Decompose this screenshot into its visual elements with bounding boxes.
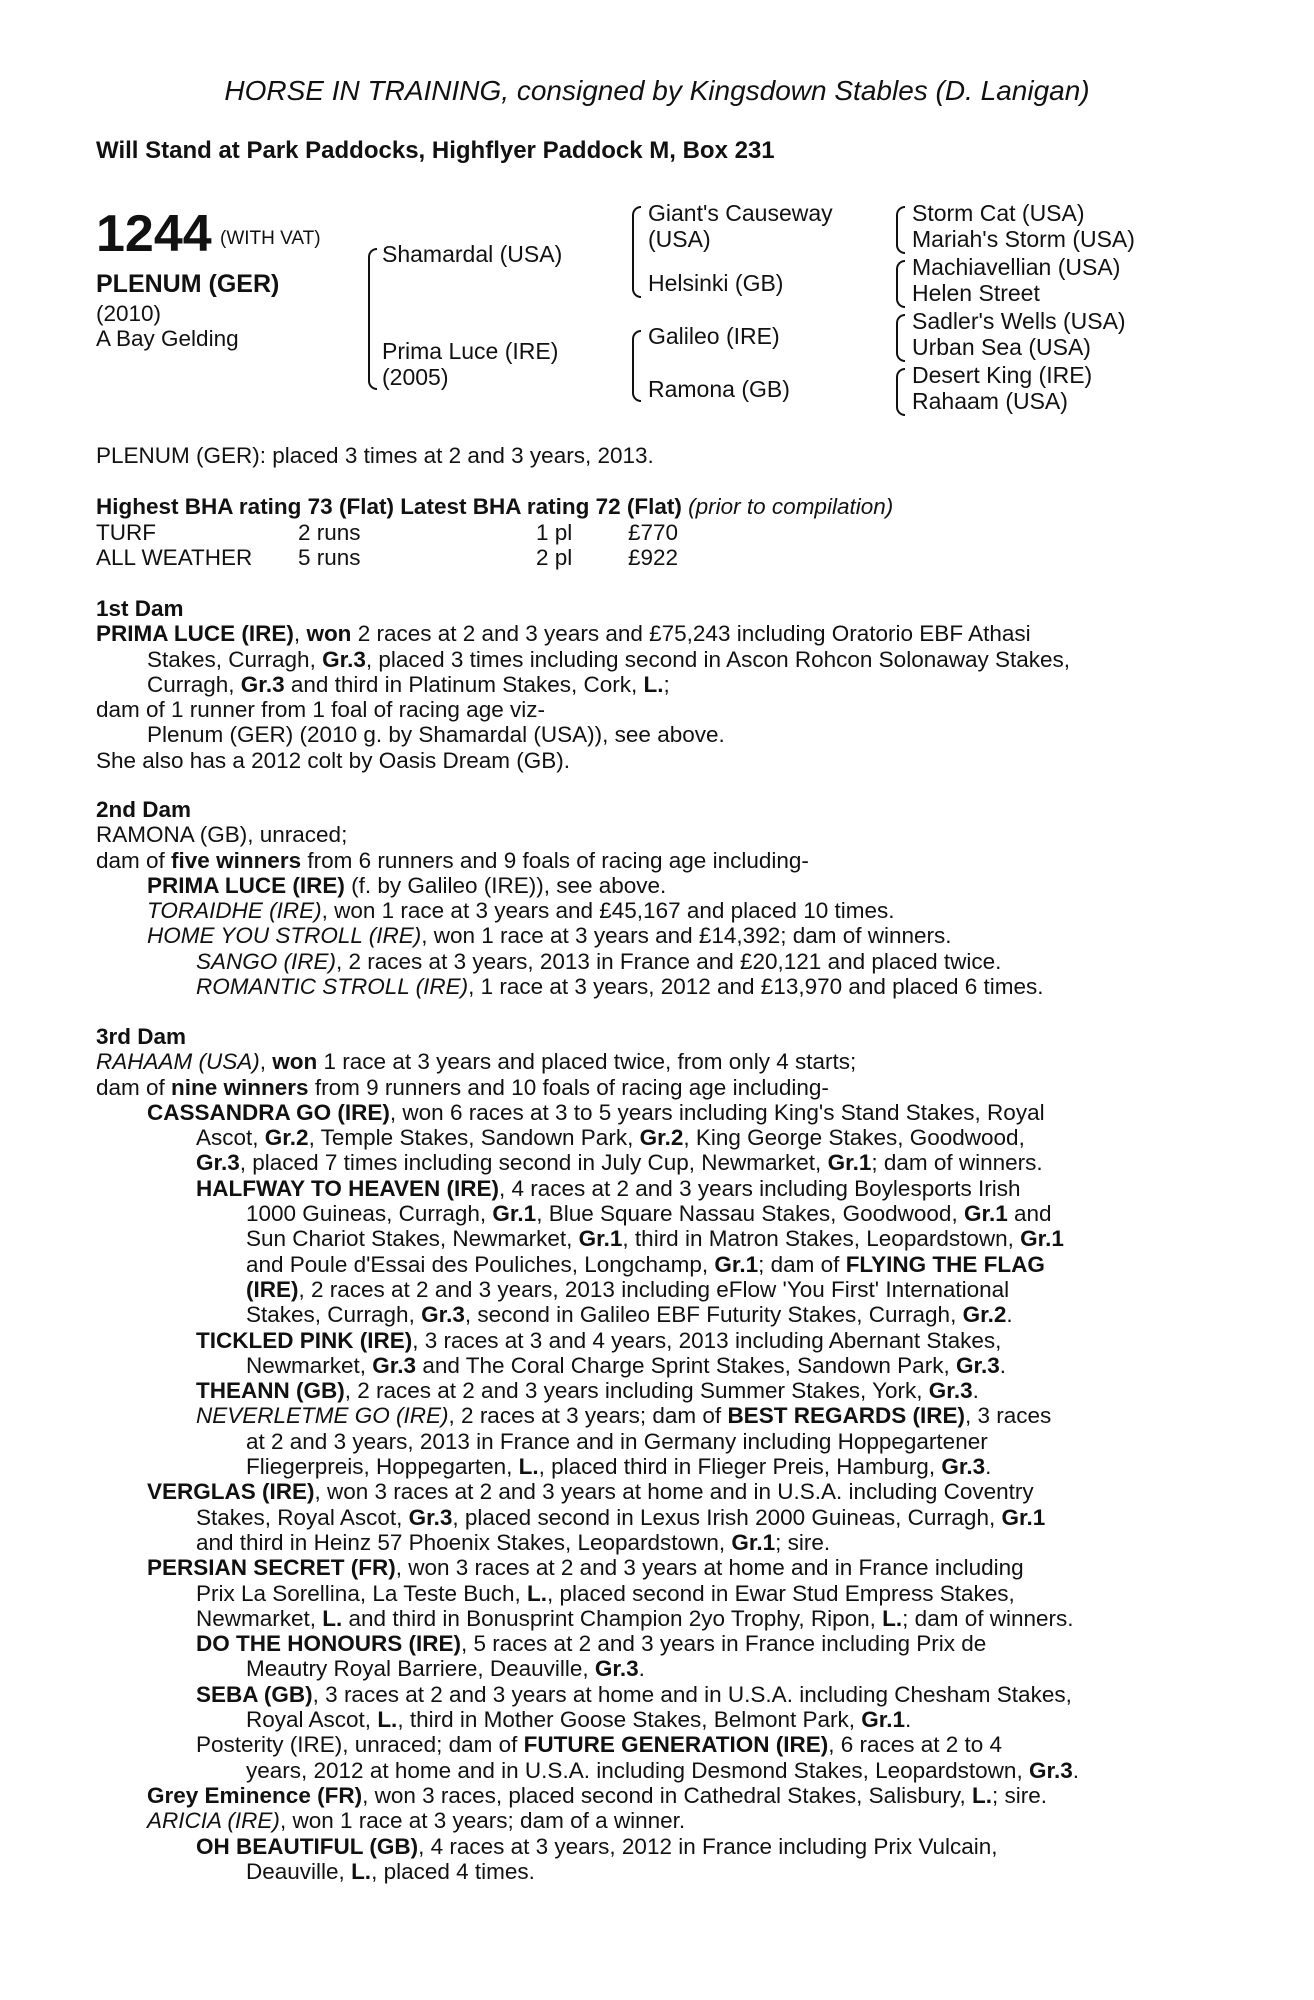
- section-title: 2nd Dam: [96, 797, 192, 822]
- pedigree-sd-sire: Machiavellian (USA): [912, 254, 1121, 280]
- pedigree-sire-sire: Giant's Causeway: [648, 200, 833, 226]
- text: Prix La Sorellina, La Teste Buch,: [196, 1580, 528, 1606]
- bold-text: Gr.3: [372, 1352, 417, 1378]
- text: ; sire.: [775, 1529, 831, 1555]
- text-line: [96, 672, 1206, 697]
- text: years, 2012 at home and in U.S.A. including Desmond Stakes, Leopardstown,: [246, 1757, 1029, 1783]
- text-line: [96, 1682, 1206, 1707]
- text: Posterity (IRE), unraced; dam of: [196, 1732, 524, 1758]
- italic-text: ARICIA (IRE): [147, 1808, 280, 1834]
- text: 1 race at 3 years and placed twice, from only 4 starts;: [317, 1049, 857, 1075]
- text: , 6 races at 2 to 4: [828, 1732, 1003, 1758]
- bold-text: Gr.3: [955, 1352, 1000, 1378]
- text: Plenum (GER) (2010 g. by Shamardal (USA)), see above.: [147, 722, 725, 748]
- pedigree-dam-dam: Ramona (GB): [648, 376, 790, 402]
- record-prize: £922: [628, 545, 679, 570]
- text-line: [96, 1226, 1206, 1251]
- bold-text: Gr.3: [408, 1504, 453, 1530]
- text-line: [96, 1429, 1206, 1454]
- italic-text: HOME YOU STROLL (IRE): [147, 923, 422, 949]
- bold-text: FUTURE GENERATION (IRE): [523, 1732, 829, 1758]
- third-dam-body: [96, 1049, 1206, 1884]
- bold-text: L.: [351, 1858, 372, 1884]
- bold-text: five winners: [171, 847, 302, 873]
- text: , placed 3 times including second in Ascon Rohcon Solonaway Stakes,: [365, 646, 1071, 672]
- pedigree-ds-sire: Sadler's Wells (USA): [912, 308, 1126, 334]
- text: , placed second in Ewar Stud Empress Stakes,: [547, 1580, 1015, 1606]
- text-line: [96, 1277, 1206, 1302]
- text: dam of 1 runner from 1 foal of racing age viz-: [96, 697, 545, 723]
- pedigree-bracket: [896, 368, 905, 416]
- text-line: [96, 1631, 1206, 1656]
- bold-text: TICKLED PINK (IRE): [196, 1327, 413, 1353]
- text: She also has a 2012 colt by Oasis Dream (GB).: [96, 747, 570, 773]
- stand-location: Will Stand at Park Paddocks, Highflyer Paddock M, Box 231: [96, 137, 775, 164]
- text: , won 1 race at 3 years; dam of a winner.: [279, 1808, 686, 1834]
- bold-text: Gr.3: [941, 1454, 986, 1480]
- text-line: [96, 1252, 1206, 1277]
- bold-text: Gr.3: [322, 646, 366, 672]
- text: Newmarket,: [246, 1352, 373, 1378]
- bold-text: won: [306, 621, 352, 647]
- text: Deauville,: [246, 1858, 352, 1884]
- bold-text: Gr.1: [578, 1226, 623, 1252]
- bold-text: HALFWAY TO HEAVEN (IRE): [196, 1175, 499, 1201]
- text: .: [1006, 1302, 1013, 1328]
- text-line: [96, 1581, 1206, 1606]
- bold-text: L.: [377, 1707, 398, 1733]
- record-prize: £770: [628, 520, 679, 545]
- text: , King George Stakes, Goodwood,: [683, 1125, 1025, 1151]
- text-line: [96, 1454, 1206, 1479]
- text: .: [638, 1656, 645, 1682]
- text-line: [96, 1530, 1206, 1555]
- first-dam-section: [96, 596, 1206, 773]
- text: , Temple Stakes, Sandown Park,: [308, 1125, 640, 1151]
- text: , 3 races: [964, 1403, 1052, 1429]
- text: ; dam of: [758, 1251, 846, 1277]
- lot-number: 1244: [96, 205, 212, 263]
- catalogue-header: HORSE IN TRAINING, consigned by Kingsdown Stables (D. Lanigan): [224, 75, 1090, 106]
- bold-text: L.: [643, 671, 664, 697]
- bold-text: PERSIAN SECRET (FR): [147, 1555, 396, 1581]
- vat-note: (WITH VAT): [220, 228, 321, 249]
- text: Meautry Royal Barriere, Deauville,: [246, 1656, 595, 1682]
- bold-text: Gr.1: [861, 1707, 906, 1733]
- text: dam of: [96, 1074, 172, 1100]
- italic-text: TORAIDHE (IRE): [147, 898, 322, 924]
- italic-text: ROMANTIC STROLL (IRE): [196, 974, 469, 1000]
- pedigree-bracket: [896, 314, 905, 362]
- text: and third in Bonusprint Champion 2yo Trophy, Ripon,: [342, 1605, 883, 1631]
- text: , placed 7 times including second in July Cup, Newmarket,: [239, 1150, 828, 1176]
- bold-text: Gr.3: [594, 1656, 639, 1682]
- text: and The Coral Charge Sprint Stakes, Sandown Park,: [416, 1352, 956, 1378]
- bha-rating-text: Highest BHA rating 73 (Flat) Latest BHA rating 72 (Flat): [96, 494, 682, 519]
- text-line: [96, 1125, 1206, 1150]
- text-line: [96, 848, 1206, 873]
- second-dam-section: [96, 797, 1206, 999]
- pedigree-ss-dam: Mariah's Storm (USA): [912, 226, 1135, 252]
- bold-text: THEANN (GB): [196, 1378, 345, 1404]
- text: ;: [663, 671, 670, 697]
- italic-text: RAHAAM (USA): [96, 1049, 260, 1075]
- bold-text: L.: [322, 1605, 343, 1631]
- text-line: [96, 974, 1206, 999]
- bold-text: VERGLAS (IRE): [147, 1479, 315, 1505]
- text-line: [96, 1859, 1206, 1884]
- text: , third in Matron Stakes, Leopardstown,: [622, 1226, 1021, 1252]
- text-line: [96, 1049, 1206, 1074]
- text: RAMONA (GB), unraced;: [96, 822, 348, 848]
- text: Newmarket,: [196, 1605, 323, 1631]
- section-title: 1st Dam: [96, 596, 184, 621]
- text: Sun Chariot Stakes, Newmarket,: [246, 1226, 579, 1252]
- bold-text: L.: [518, 1454, 539, 1480]
- text-line: [96, 949, 1206, 974]
- text: 2 races at 2 and 3 years and £75,243 including Oratorio EBF Athasi: [351, 621, 1031, 647]
- text: , 2 races at 2 and 3 years including Summer Stakes, York,: [344, 1378, 929, 1404]
- italic-text: SANGO (IRE): [196, 948, 337, 974]
- bold-text: Gr.2: [962, 1302, 1007, 1328]
- text: Ascot,: [196, 1125, 265, 1151]
- pedigree-bracket: [632, 206, 641, 298]
- pedigree-bracket: [896, 206, 905, 254]
- record-surface: TURF: [96, 520, 156, 545]
- text: , 4 races at 2 and 3 years including Boylesports Irish: [498, 1175, 1021, 1201]
- pedigree-bracket: [368, 248, 377, 390]
- pedigree-dam-sire: Galileo (IRE): [648, 323, 780, 349]
- pedigree-dam-year: (2005): [382, 364, 449, 390]
- text-line: [96, 697, 1206, 722]
- bold-text: Gr.2: [264, 1125, 309, 1151]
- bold-text: DO THE HONOURS (IRE): [196, 1631, 462, 1657]
- text: , won 3 races, placed second in Cathedral Stakes, Salisbury,: [362, 1782, 972, 1808]
- bha-rating-note: (prior to compilation): [688, 494, 894, 519]
- text: , won 3 races at 2 and 3 years at home and in U.S.A. including Coventry: [314, 1479, 1034, 1505]
- placed-summary: PLENUM (GER): placed 3 times at 2 and 3 years, 2013.: [96, 443, 654, 468]
- text-line: [96, 1201, 1206, 1226]
- text: and third in Heinz 57 Phoenix Stakes, Leopardstown,: [196, 1529, 732, 1555]
- bold-text: Gr.1: [1001, 1504, 1046, 1530]
- text-line: [96, 621, 1206, 646]
- record-runs: 2 runs: [298, 520, 361, 545]
- bold-text: L.: [971, 1782, 992, 1808]
- text: , second in Galileo EBF Futurity Stakes, Curragh,: [464, 1302, 963, 1328]
- text-line: [96, 1403, 1206, 1428]
- bha-rating: [96, 494, 893, 519]
- bold-text: Gr.3: [928, 1378, 973, 1404]
- bold-text: Gr.1: [827, 1150, 872, 1176]
- text-line: [96, 1479, 1206, 1504]
- text-line: [96, 1353, 1206, 1378]
- text: and Poule d'Essai des Pouliches, Longchamp,: [246, 1251, 715, 1277]
- text-line: [96, 1606, 1206, 1631]
- bold-text: Gr.3: [421, 1302, 465, 1328]
- text-line: [96, 1555, 1206, 1580]
- bold-text: Gr.2: [639, 1125, 684, 1151]
- horse-year: (2010): [96, 301, 162, 326]
- text: ,: [293, 621, 307, 647]
- text: , won 6 races at 3 to 5 years including King's Stand Stakes, Royal: [389, 1099, 1045, 1125]
- text-line: [96, 1656, 1206, 1681]
- text: and: [1007, 1201, 1052, 1227]
- text-line: [96, 1707, 1206, 1732]
- text-line: [96, 923, 1206, 948]
- text-line: [96, 898, 1206, 923]
- text: and third in Platinum Stakes, Cork,: [284, 671, 644, 697]
- text-line: [96, 1100, 1206, 1125]
- text-line: [96, 1758, 1206, 1783]
- text-line: [96, 748, 1206, 773]
- pedigree-bracket: [896, 260, 905, 308]
- text-line: [96, 1150, 1206, 1175]
- pedigree-sire-sire-country: (USA): [648, 226, 711, 252]
- text: from 6 runners and 9 foals of racing age including-: [301, 847, 809, 873]
- text: , 1 race at 3 years, 2012 and £13,970 and placed 6 times.: [468, 974, 1044, 1000]
- text-line: [96, 1783, 1206, 1808]
- text: , placed second in Lexus Irish 2000 Guineas, Curragh,: [452, 1504, 1002, 1530]
- text: .: [999, 1352, 1006, 1378]
- horse-name: PLENUM (GER): [96, 270, 280, 298]
- text-line: [96, 873, 1206, 898]
- text: , 3 races at 3 and 4 years, 2013 including Abernant Stakes,: [412, 1327, 1002, 1353]
- text: Fliegerpreis, Hoppegarten,: [246, 1454, 519, 1480]
- text-line: [96, 1075, 1206, 1100]
- bold-text: L.: [882, 1605, 903, 1631]
- text: , 3 races at 2 and 3 years at home and in U.S.A. including Chesham Stakes,: [312, 1681, 1072, 1707]
- pedigree-sire: Shamardal (USA): [382, 241, 563, 267]
- bold-text: L.: [527, 1580, 548, 1606]
- pedigree-ss-sire: Storm Cat (USA): [912, 200, 1085, 226]
- bold-text: Gr.1: [731, 1529, 776, 1555]
- section-title: 3rd Dam: [96, 1024, 187, 1049]
- text: , placed third in Flieger Preis, Hamburg,: [538, 1454, 942, 1480]
- bold-text: Gr.1: [492, 1201, 537, 1227]
- bold-text: Gr.3: [196, 1150, 240, 1176]
- record-placed: 1 pl: [536, 520, 573, 545]
- bold-text: PRIMA LUCE (IRE): [96, 621, 294, 647]
- bold-text: Gr.1: [714, 1251, 759, 1277]
- bold-text: OH BEAUTIFUL (GB): [196, 1833, 419, 1859]
- text: dam of: [96, 847, 172, 873]
- text: .: [972, 1378, 979, 1404]
- bold-text: nine winners: [171, 1074, 309, 1100]
- bold-text: Gr.3: [1028, 1757, 1073, 1783]
- text: , 2 races at 3 years; dam of: [448, 1403, 728, 1429]
- text-line: [96, 1834, 1206, 1859]
- pedigree-bracket: [632, 330, 641, 402]
- text: .: [905, 1707, 912, 1733]
- horse-description: A Bay Gelding: [96, 326, 239, 351]
- text-line: [96, 1505, 1206, 1530]
- text-line: [96, 1328, 1206, 1353]
- bold-text: Grey Eminence (FR): [147, 1782, 363, 1808]
- text-line: [96, 1732, 1206, 1757]
- text-line: [96, 647, 1206, 672]
- text: ,: [259, 1049, 273, 1075]
- text: ; sire.: [991, 1782, 1047, 1808]
- bold-text: CASSANDRA GO (IRE): [147, 1099, 390, 1125]
- text: , 2 races at 3 years, 2013 in France and £20,121 and placed twice.: [336, 948, 1002, 974]
- bold-text: Gr.1: [963, 1201, 1008, 1227]
- bold-text: PRIMA LUCE (IRE): [147, 872, 345, 898]
- text: 1000 Guineas, Curragh,: [246, 1201, 493, 1227]
- text: , 5 races at 2 and 3 years in France including Prix de: [461, 1631, 987, 1657]
- text: Stakes, Curragh,: [147, 646, 323, 672]
- third-dam-section: [96, 1024, 1206, 1884]
- bold-text: SEBA (GB): [196, 1681, 313, 1707]
- text-line: [96, 822, 1206, 847]
- text-line: [96, 1176, 1206, 1201]
- text: , 2 races at 2 and 3 years, 2013 including eFlow 'You First' International: [298, 1276, 1010, 1302]
- bold-text: Gr.3: [240, 671, 285, 697]
- text: , third in Mother Goose Stakes, Belmont Park,: [397, 1707, 862, 1733]
- text: , placed 4 times.: [371, 1858, 535, 1884]
- second-dam-body: [96, 822, 1206, 999]
- text-line: [96, 1808, 1206, 1833]
- bold-text: won: [272, 1049, 318, 1075]
- text: Stakes, Royal Ascot,: [196, 1504, 409, 1530]
- bold-text: (IRE): [246, 1276, 299, 1302]
- bold-text: Gr.1: [1020, 1226, 1064, 1252]
- text: ; dam of winners.: [871, 1150, 1043, 1176]
- record-placed: 2 pl: [536, 545, 573, 570]
- text: , won 1 race at 3 years and £14,392; dam of winners.: [421, 923, 952, 949]
- text: Curragh,: [147, 671, 241, 697]
- text: , Blue Square Nassau Stakes, Goodwood,: [536, 1201, 964, 1227]
- record-runs: 5 runs: [298, 545, 361, 570]
- text: ; dam of winners.: [902, 1605, 1074, 1631]
- bold-text: BEST REGARDS (IRE): [727, 1403, 965, 1429]
- text: from 9 runners and 10 foals of racing age including-: [308, 1074, 829, 1100]
- pedigree-dd-sire: Desert King (IRE): [912, 362, 1093, 388]
- first-dam-body: [96, 621, 1206, 773]
- text: , won 1 race at 3 years and £45,167 and placed 10 times.: [321, 898, 895, 924]
- text: , won 3 races at 2 and 3 years at home and in France including: [395, 1555, 1024, 1581]
- italic-text: NEVERLETME GO (IRE): [196, 1403, 449, 1429]
- text-line: [96, 1378, 1206, 1403]
- text: .: [985, 1454, 992, 1480]
- text: .: [1072, 1757, 1079, 1783]
- pedigree-dd-dam: Rahaam (USA): [912, 388, 1068, 414]
- bold-text: FLYING THE FLAG: [845, 1251, 1045, 1277]
- pedigree-dam: Prima Luce (IRE): [382, 338, 559, 364]
- text: at 2 and 3 years, 2013 in France and in Germany including Hoppegartener: [246, 1428, 988, 1454]
- text-line: [96, 722, 1206, 747]
- text-line: [96, 1302, 1206, 1327]
- text: , 4 races at 3 years, 2012 in France including Prix Vulcain,: [418, 1833, 998, 1859]
- pedigree-sd-dam: Helen Street: [912, 280, 1040, 306]
- record-surface: ALL WEATHER: [96, 545, 253, 570]
- pedigree-sire-dam: Helsinki (GB): [648, 270, 784, 296]
- text: Royal Ascot,: [246, 1707, 378, 1733]
- pedigree-ds-dam: Urban Sea (USA): [912, 334, 1091, 360]
- text: Stakes, Curragh,: [246, 1302, 422, 1328]
- text: (f. by Galileo (IRE)), see above.: [344, 872, 667, 898]
